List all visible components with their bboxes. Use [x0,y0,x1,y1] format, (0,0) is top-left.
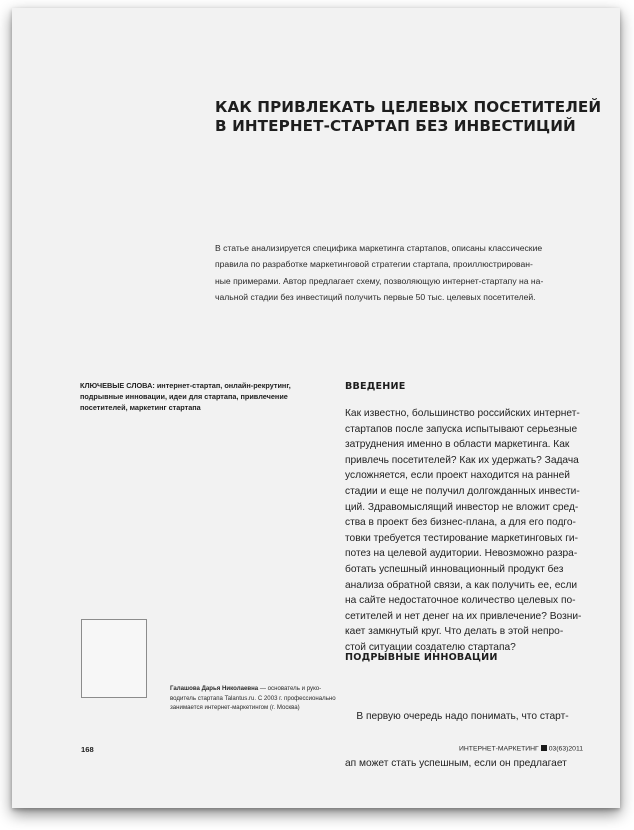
article-title-line: В ИНТЕРНЕТ-СТАРТАП БЕЗ ИНВЕСТИЦИЙ [215,117,576,135]
abstract-line: ные примерами. Автор предлагает схему, позволяющую интернет-стартапу на на- [215,275,544,286]
section-heading-introduction: ВВЕДЕНИЕ [345,381,406,392]
section-body-introduction [345,406,595,656]
section-heading-disruptive-innovations: ПОДРЫВНЫЕ ИННОВАЦИИ [345,652,498,663]
body-line: потез на целевой аудитории. Невозможно разра- [345,548,578,560]
body-line: стой ситуации создателю стартапа? [345,641,516,653]
page-number: 168 [81,745,94,754]
author-bio-start: — основатель и руко- [258,685,322,692]
body-line: усложняется, если проект находится на ранней [345,470,570,482]
body-line: ства в проект без бизнес-плана, а для его подго- [345,517,576,529]
author-note [170,684,336,713]
body-line: Как известно, большинство российских интернет- [345,408,580,419]
article-title [215,98,602,136]
section-body-disruptive-innovations [345,678,595,803]
body-line: ботать успешный инновационный продукт без [345,563,564,575]
keywords-line: КЛЮЧЕВЫЕ СЛОВА: интернет-стартап, онлайн-рекрутинг, [80,381,291,390]
keywords-line: посетителей, маркетинг стартапа [80,403,201,413]
abstract-line: чальной стадии без инвестиций получить первые 50 тыс. целевых посетителей. [215,292,536,303]
author-name: Галашова Дарья Николаевна [170,685,259,692]
body-line: стадии и еще не получил долгожданных инвести- [345,485,580,497]
body-line: кает замкнутый круг. Что делать в этой непро- [345,626,564,638]
body-line: привлечь посетителей? Как их удержать? Задача [345,454,579,466]
article-title-line: КАК ПРИВЛЕКАТЬ ЦЕЛЕВЫХ ПОСЕТИТЕЛЕЙ [215,98,602,116]
author-line: занимается интернет-маркетингом (г. Москва) [170,704,300,712]
body-line: на сайте недостаточное количество целевых по- [345,595,576,607]
keywords-block [80,380,335,414]
author-line: водитель стартапа Talantus.ru. С 2003 г. профессионально [170,694,336,702]
author-line [170,684,330,694]
body-line: ций. Здравомыслящий инвестор не вложит сред- [345,501,579,513]
abstract-line: В статье анализируется специфика маркетинга стартапов, описаны классические [215,243,543,253]
body-line: сетителей и нет денег на их привлечение? Возни- [345,610,582,622]
body-line: товки требуется тестирование маркетинговых ги- [345,532,579,544]
body-line: В первую очередь надо понимать, что старт- [345,711,569,723]
journal-issue: 03(63)2011 [548,745,583,753]
journal-name: ИНТЕРНЕТ-МАРКЕТИНГ [459,745,539,753]
body-line: затруднения именно в области маркетинга. Как [345,439,570,451]
body-line: стартапов после запуска испытывают серьезные [345,423,578,435]
square-separator-icon [541,745,547,751]
keywords-line: подрывные инновации, идеи для стартапа, привлечение [80,392,288,402]
magazine-page [12,8,620,808]
body-line: ап может стать успешным, если он предлагает [345,757,567,769]
body-line: анализа обратной связи, а как получить ее, если [345,579,578,591]
abstract-line: правила по разработке маркетинговой стратегии стартапа, проиллюстрирован- [215,259,533,270]
journal-footer [459,745,583,753]
author-photo-placeholder [81,619,147,698]
article-abstract [215,240,597,306]
